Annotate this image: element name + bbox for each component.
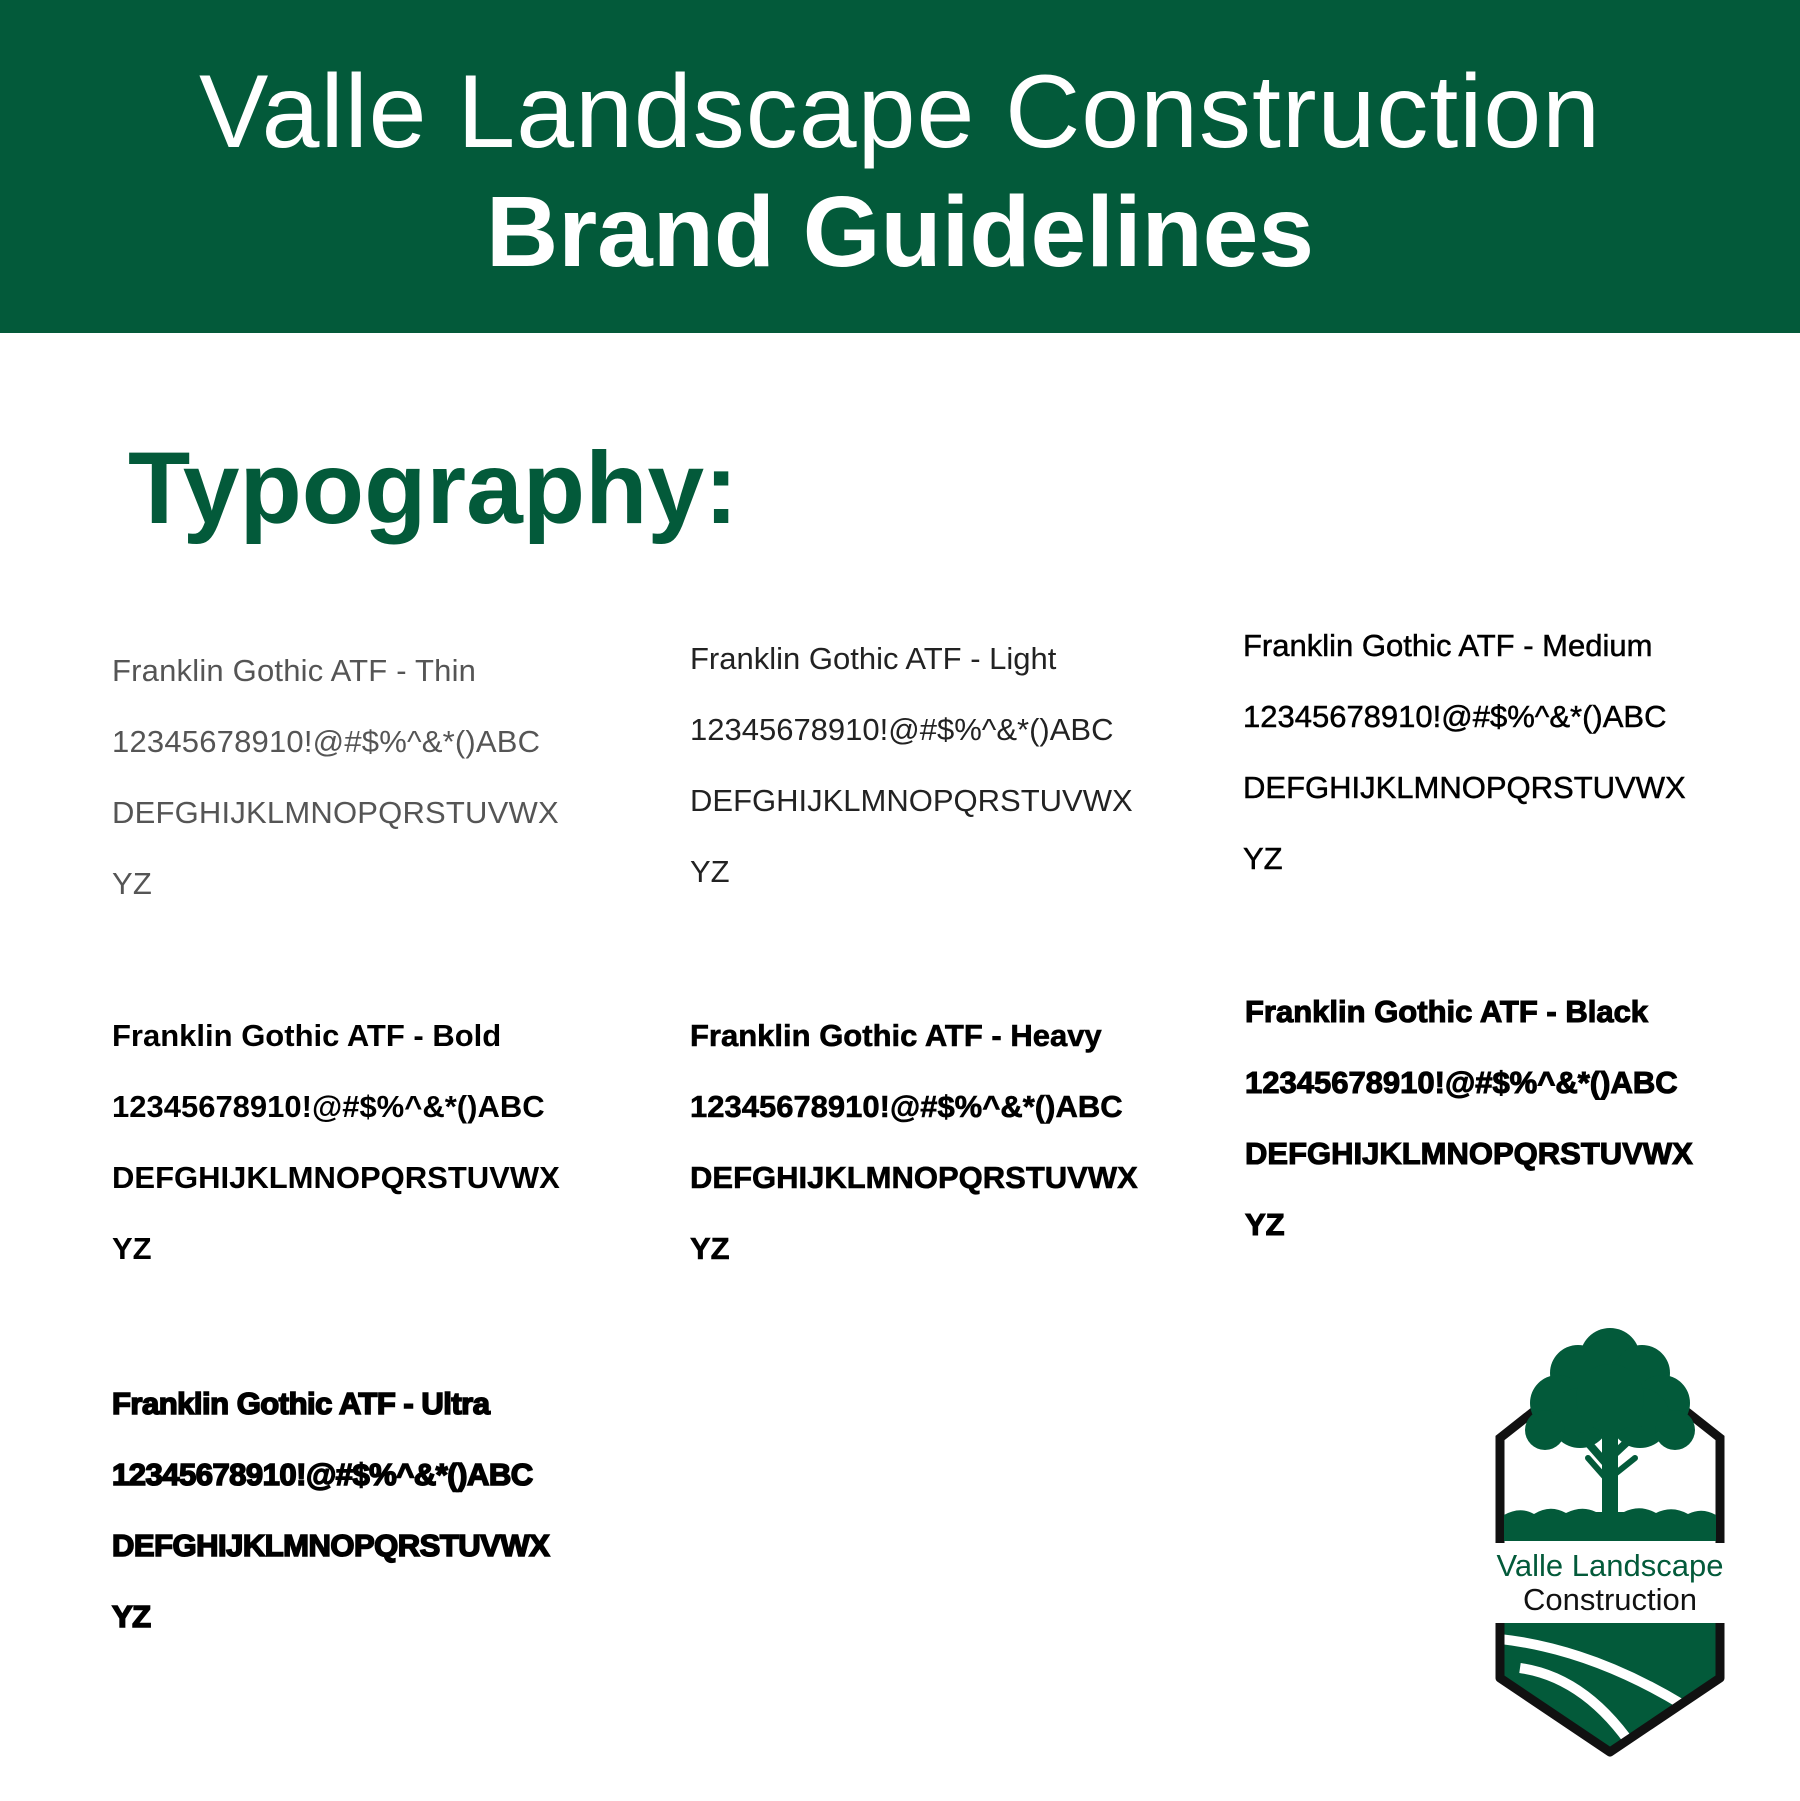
logo-text-line1: Valle Landscape (1496, 1548, 1724, 1583)
section-title: Typography: (128, 431, 739, 545)
font-sample-line: 12345678910!@#$%^&*()ABC (690, 712, 1114, 747)
font-sample-line: YZ (1245, 1207, 1285, 1242)
font-sample-light (690, 623, 1133, 907)
company-logo (1470, 1318, 1750, 1758)
font-sample-ultra (112, 1368, 549, 1652)
font-sample-line: YZ (112, 866, 153, 901)
header-banner (0, 0, 1800, 333)
font-sample-label: Franklin Gothic ATF - Medium (1243, 628, 1653, 663)
font-sample-medium (1243, 610, 1686, 894)
font-sample-line: 12345678910!@#$%^&*()ABC (1245, 1065, 1678, 1100)
font-sample-line: DEFGHIJKLMNOPQRSTUVWX (1243, 770, 1686, 805)
font-sample-line: YZ (1243, 841, 1283, 876)
font-sample-thin (112, 635, 559, 919)
font-sample-line: 12345678910!@#$%^&*()ABC (1243, 699, 1667, 734)
font-sample-line: DEFGHIJKLMNOPQRSTUVWX (690, 1160, 1138, 1195)
font-sample-label: Franklin Gothic ATF - Light (690, 641, 1057, 676)
font-sample-line: DEFGHIJKLMNOPQRSTUVWX (112, 1160, 560, 1195)
logo-text-line2: Construction (1522, 1582, 1698, 1617)
document-title: Brand Guidelines (486, 176, 1314, 288)
font-sample-line: DEFGHIJKLMNOPQRSTUVWX (690, 783, 1133, 818)
font-sample-label: Franklin Gothic ATF - Heavy (690, 1018, 1102, 1053)
font-sample-black (1245, 976, 1693, 1260)
font-sample-line: YZ (690, 854, 730, 889)
font-sample-label: Franklin Gothic ATF - Thin (112, 653, 477, 688)
font-sample-label: Franklin Gothic ATF - Black (1245, 994, 1649, 1029)
font-sample-line: YZ (112, 1599, 151, 1634)
font-sample-line: DEFGHIJKLMNOPQRSTUVWX (112, 795, 559, 830)
font-sample-line: 12345678910!@#$%^&*()ABC (112, 1089, 545, 1124)
font-sample-bold (112, 1000, 560, 1284)
font-sample-label: Franklin Gothic ATF - Ultra (112, 1386, 490, 1421)
font-sample-line: YZ (690, 1231, 730, 1266)
tree-emblem-icon (1470, 1318, 1750, 1758)
font-sample-line: DEFGHIJKLMNOPQRSTUVWX (1245, 1136, 1693, 1171)
font-sample-heavy (690, 1000, 1138, 1284)
font-sample-line: 12345678910!@#$%^&*()ABC (112, 724, 541, 759)
font-sample-line: DEFGHIJKLMNOPQRSTUVWX (112, 1528, 550, 1563)
font-sample-label: Franklin Gothic ATF - Bold (112, 1018, 502, 1053)
company-name: Valle Landscape Construction (198, 54, 1602, 170)
font-sample-line: 12345678910!@#$%^&*()ABC (690, 1089, 1123, 1124)
font-sample-line: 12345678910!@#$%^&*()ABC (112, 1457, 533, 1492)
font-sample-line: YZ (112, 1231, 152, 1266)
